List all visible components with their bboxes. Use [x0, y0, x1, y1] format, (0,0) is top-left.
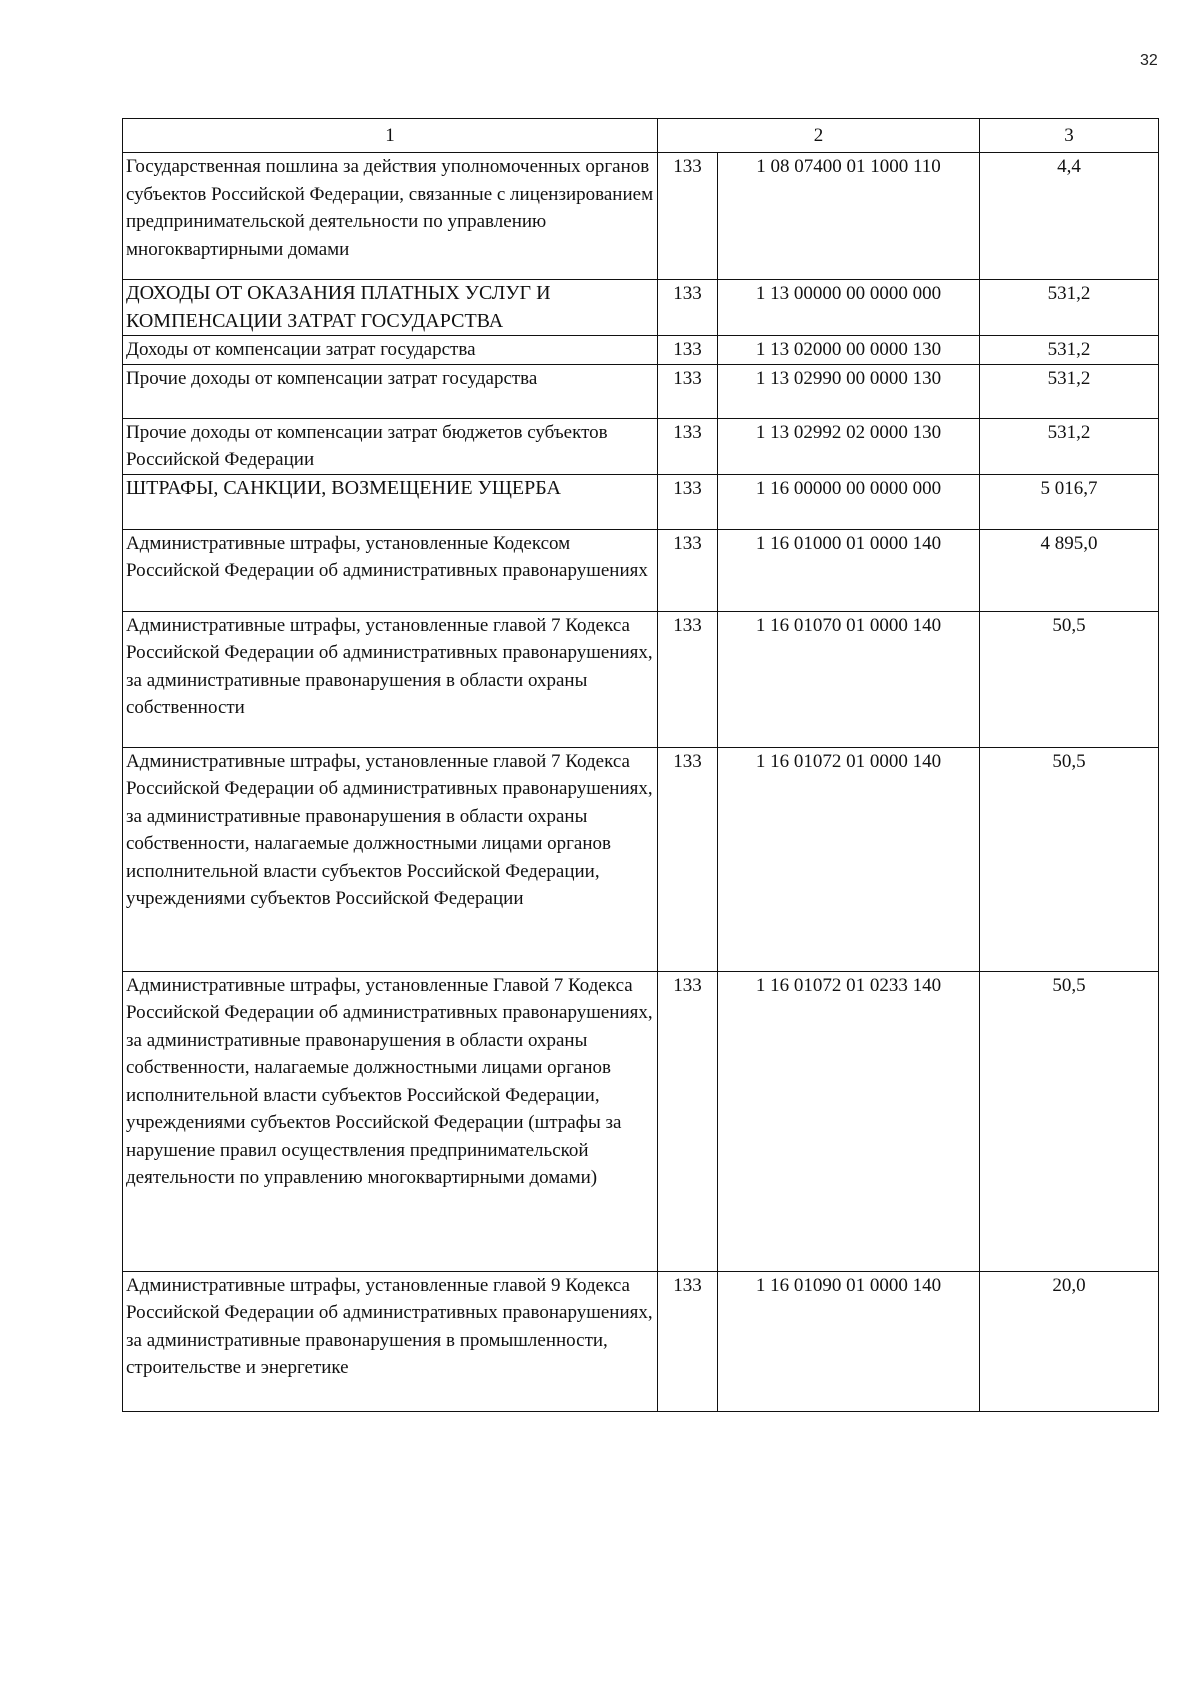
- row-name: Прочие доходы от компенсации затрат бюджетов субъектов Российской Федерации: [123, 418, 658, 474]
- row-admin-code: 133: [658, 336, 718, 365]
- row-budget-code: 1 13 02990 00 0000 130: [718, 364, 980, 418]
- row-admin-code: 133: [658, 1271, 718, 1411]
- row-amount: 4 895,0: [980, 529, 1159, 611]
- row-admin-code: 133: [658, 280, 718, 336]
- row-amount: 531,2: [980, 336, 1159, 365]
- row-amount: 5 016,7: [980, 474, 1159, 529]
- row-amount: 50,5: [980, 611, 1159, 747]
- table-row: [123, 153, 1159, 280]
- row-name: Доходы от компенсации затрат государства: [123, 336, 658, 365]
- table-row: [123, 529, 1159, 611]
- row-amount: 50,5: [980, 747, 1159, 971]
- page-number: 32: [1140, 52, 1158, 69]
- table-header-row: [123, 119, 1159, 153]
- row-budget-code: 1 13 02000 00 0000 130: [718, 336, 980, 365]
- row-name: Административные штрафы, установленные Главой 7 Кодекса Российской Федерации об административных правонарушениях, за административные правонарушения в области охраны собственности, налагаемые должностными лицами органов исполнительной власти субъектов Российской Федерации, учреждениями субъектов Российской Федерации (штрафы за нарушение правил осуществления предпринимательской деятельности по управлению многоквартирными домами): [123, 971, 658, 1271]
- row-name: Административные штрафы, установленные главой 7 Кодекса Российской Федерации об административных правонарушениях, за административные правонарушения в области охраны собственности: [123, 611, 658, 747]
- column-header-2: 2: [658, 119, 980, 153]
- table-row: [123, 418, 1159, 474]
- row-budget-code: 1 16 00000 00 0000 000: [718, 474, 980, 529]
- row-amount: 531,2: [980, 418, 1159, 474]
- row-budget-code: 1 08 07400 01 1000 110: [718, 153, 980, 280]
- table-row: [123, 971, 1159, 1271]
- table-row: [123, 611, 1159, 747]
- row-name: ДОХОДЫ ОТ ОКАЗАНИЯ ПЛАТНЫХ УСЛУГ И КОМПЕНСАЦИИ ЗАТРАТ ГОСУДАРСТВА: [123, 280, 658, 336]
- table-row: [123, 336, 1159, 365]
- row-name: Административные штрафы, установленные главой 9 Кодекса Российской Федерации об административных правонарушениях, за административные правонарушения в промышленности, строительстве и энергетике: [123, 1271, 658, 1411]
- row-budget-code: 1 16 01070 01 0000 140: [718, 611, 980, 747]
- row-name: Административные штрафы, установленные главой 7 Кодекса Российской Федерации об административных правонарушениях, за административные правонарушения в области охраны собственности, налагаемые должностными лицами органов исполнительной власти субъектов Российской Федерации, учреждениями субъектов Российской Федерации: [123, 747, 658, 971]
- column-header-1: 1: [123, 119, 658, 153]
- row-admin-code: 133: [658, 474, 718, 529]
- row-admin-code: 133: [658, 971, 718, 1271]
- row-name: Прочие доходы от компенсации затрат государства: [123, 364, 658, 418]
- row-admin-code: 133: [658, 364, 718, 418]
- table-row: [123, 364, 1159, 418]
- row-amount: 4,4: [980, 153, 1159, 280]
- row-admin-code: 133: [658, 529, 718, 611]
- row-admin-code: 133: [658, 153, 718, 280]
- row-name: Административные штрафы, установленные Кодексом Российской Федерации об административных правонарушениях: [123, 529, 658, 611]
- row-amount: 531,2: [980, 280, 1159, 336]
- row-name: Государственная пошлина за действия уполномоченных органов субъектов Российской Федерации, связанные с лицензированием предпринимательской деятельности по управлению многоквартирными домами: [123, 153, 658, 280]
- row-budget-code: 1 16 01000 01 0000 140: [718, 529, 980, 611]
- row-admin-code: 133: [658, 747, 718, 971]
- row-budget-code: 1 16 01090 01 0000 140: [718, 1271, 980, 1411]
- row-budget-code: 1 13 00000 00 0000 000: [718, 280, 980, 336]
- row-budget-code: 1 13 02992 02 0000 130: [718, 418, 980, 474]
- row-budget-code: 1 16 01072 01 0000 140: [718, 747, 980, 971]
- table-row: [123, 747, 1159, 971]
- row-admin-code: 133: [658, 611, 718, 747]
- row-amount: 20,0: [980, 1271, 1159, 1411]
- table-row: [123, 1271, 1159, 1411]
- row-budget-code: 1 16 01072 01 0233 140: [718, 971, 980, 1271]
- row-amount: 50,5: [980, 971, 1159, 1271]
- row-name: ШТРАФЫ, САНКЦИИ, ВОЗМЕЩЕНИЕ УЩЕРБА: [123, 474, 658, 529]
- revenue-table: [122, 118, 1159, 1412]
- row-amount: 531,2: [980, 364, 1159, 418]
- row-admin-code: 133: [658, 418, 718, 474]
- table-row: [123, 474, 1159, 529]
- column-header-3: 3: [980, 119, 1159, 153]
- table-row: [123, 280, 1159, 336]
